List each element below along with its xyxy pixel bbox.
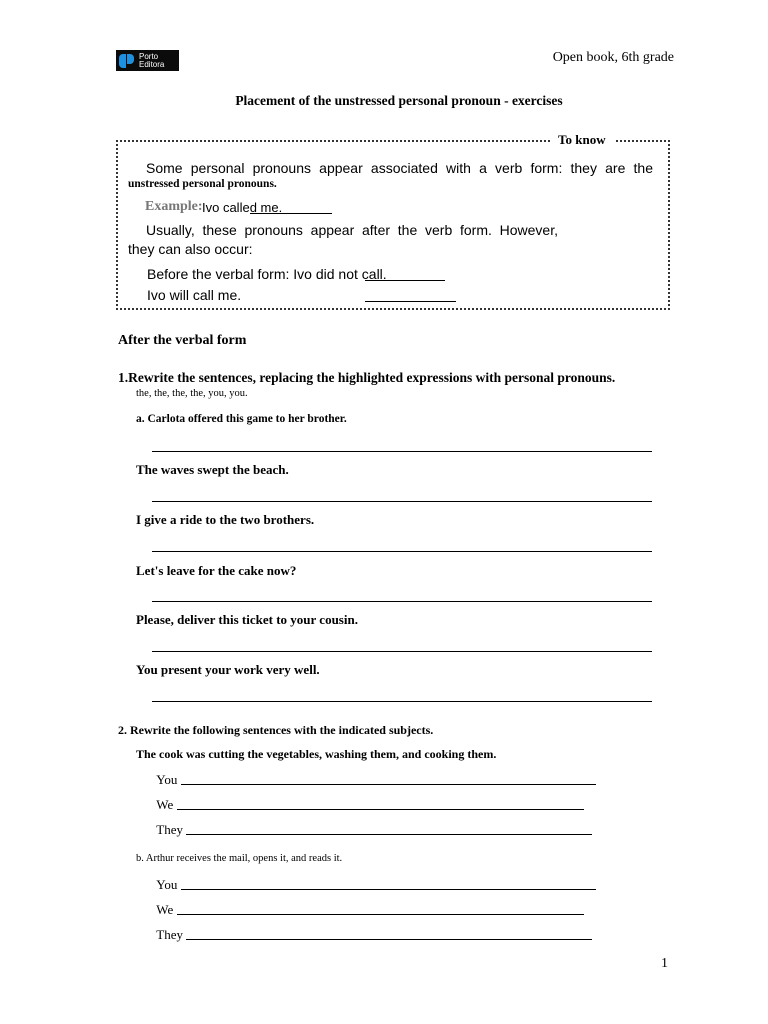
box-bullet-1-line — [365, 280, 445, 281]
answer-line-we-a[interactable] — [177, 809, 584, 810]
subject-label: We — [156, 797, 174, 812]
example-underline — [250, 213, 332, 214]
subject-label: They — [156, 927, 183, 942]
subject-label: They — [156, 822, 183, 837]
question-2-sentence-a: The cook was cutting the vegetables, washing them, and cooking them. — [136, 747, 497, 761]
box-bullet-2-text: Ivo will call me. — [147, 287, 242, 303]
subject-row-you-a — [153, 772, 596, 788]
answer-line-1[interactable] — [152, 451, 652, 452]
answer-line-they-a[interactable] — [186, 834, 592, 835]
answer-line-3[interactable] — [152, 551, 652, 552]
section-title: After the verbal form — [118, 333, 247, 348]
subject-row-they-a — [153, 822, 592, 838]
subject-row-you-b — [153, 877, 596, 893]
answer-line-you-b[interactable] — [181, 889, 596, 890]
question-1-sentence-a: a. Carlota offered this game to her brother. — [136, 413, 347, 425]
page-title: Placement of the unstressed personal pronoun - exercises — [235, 93, 563, 108]
box-paragraph-2: Usually, these pronouns appear after the verb form. However, — [146, 222, 558, 238]
page-number: 1 — [661, 956, 668, 971]
logo-text — [139, 53, 164, 69]
answer-line-we-b[interactable] — [177, 914, 584, 915]
answer-line-6[interactable] — [152, 701, 652, 702]
box-bullet-2 — [147, 287, 241, 303]
question-1-sentence-4: Let's leave for the cake now? — [136, 563, 297, 578]
question-1-word-bank: the, the, the, the, you, you. — [136, 388, 248, 399]
question-2-sentence-b: b. Arthur receives the mail, opens it, and reads it. — [136, 853, 343, 864]
box-bullet-1 — [147, 266, 387, 282]
box-paragraph-2-cont: they can also occur: — [128, 241, 253, 257]
question-1-sentence-3: I give a ride to the two brothers. — [136, 512, 315, 527]
example-label: Example: — [145, 199, 203, 214]
subject-label: We — [156, 902, 174, 917]
answer-line-5[interactable] — [152, 651, 652, 652]
subject-row-they-b — [153, 927, 592, 943]
box-paragraph-1: Some personal pronouns appear associated with a verb form: they are the — [146, 160, 653, 176]
to-know-label: To know — [550, 132, 616, 148]
porto-editora-logo — [116, 50, 179, 71]
subject-label: You — [156, 877, 178, 892]
subject-row-we-b — [153, 902, 584, 918]
grade-label: Open book, 6th grade — [552, 50, 674, 65]
answer-line-they-b[interactable] — [186, 939, 592, 940]
subject-row-we-a — [153, 797, 584, 813]
section-heading — [118, 333, 246, 349]
box-bullet-1-text: Before the verbal form: Ivo did not call. — [147, 266, 387, 282]
answer-line-4[interactable] — [152, 601, 652, 602]
example-text: Ivo called me. — [202, 200, 283, 215]
box-bullet-2-line — [365, 301, 456, 302]
question-1-sentence-5: Please, deliver this ticket to your cousin. — [136, 612, 358, 627]
box-paragraph-1-bold: unstressed personal pronouns. — [128, 178, 277, 190]
question-1-sentence-2: The waves swept the beach. — [136, 462, 289, 477]
question-1-sentence-6: You present your work very well. — [136, 662, 320, 677]
question-1-prompt: 1.Rewrite the sentences, replacing the highlighted expressions with personal pronouns. — [118, 370, 616, 385]
logo-mark-icon — [116, 50, 137, 71]
subject-label: You — [156, 772, 178, 787]
answer-line-you-a[interactable] — [181, 784, 596, 785]
answer-line-2[interactable] — [152, 501, 652, 502]
logo-text-line-1: Porto — [139, 51, 159, 61]
logo-text-line-2: Editora — [139, 59, 165, 69]
question-2-prompt: 2. Rewrite the following sentences with the indicated subjects. — [118, 723, 434, 737]
